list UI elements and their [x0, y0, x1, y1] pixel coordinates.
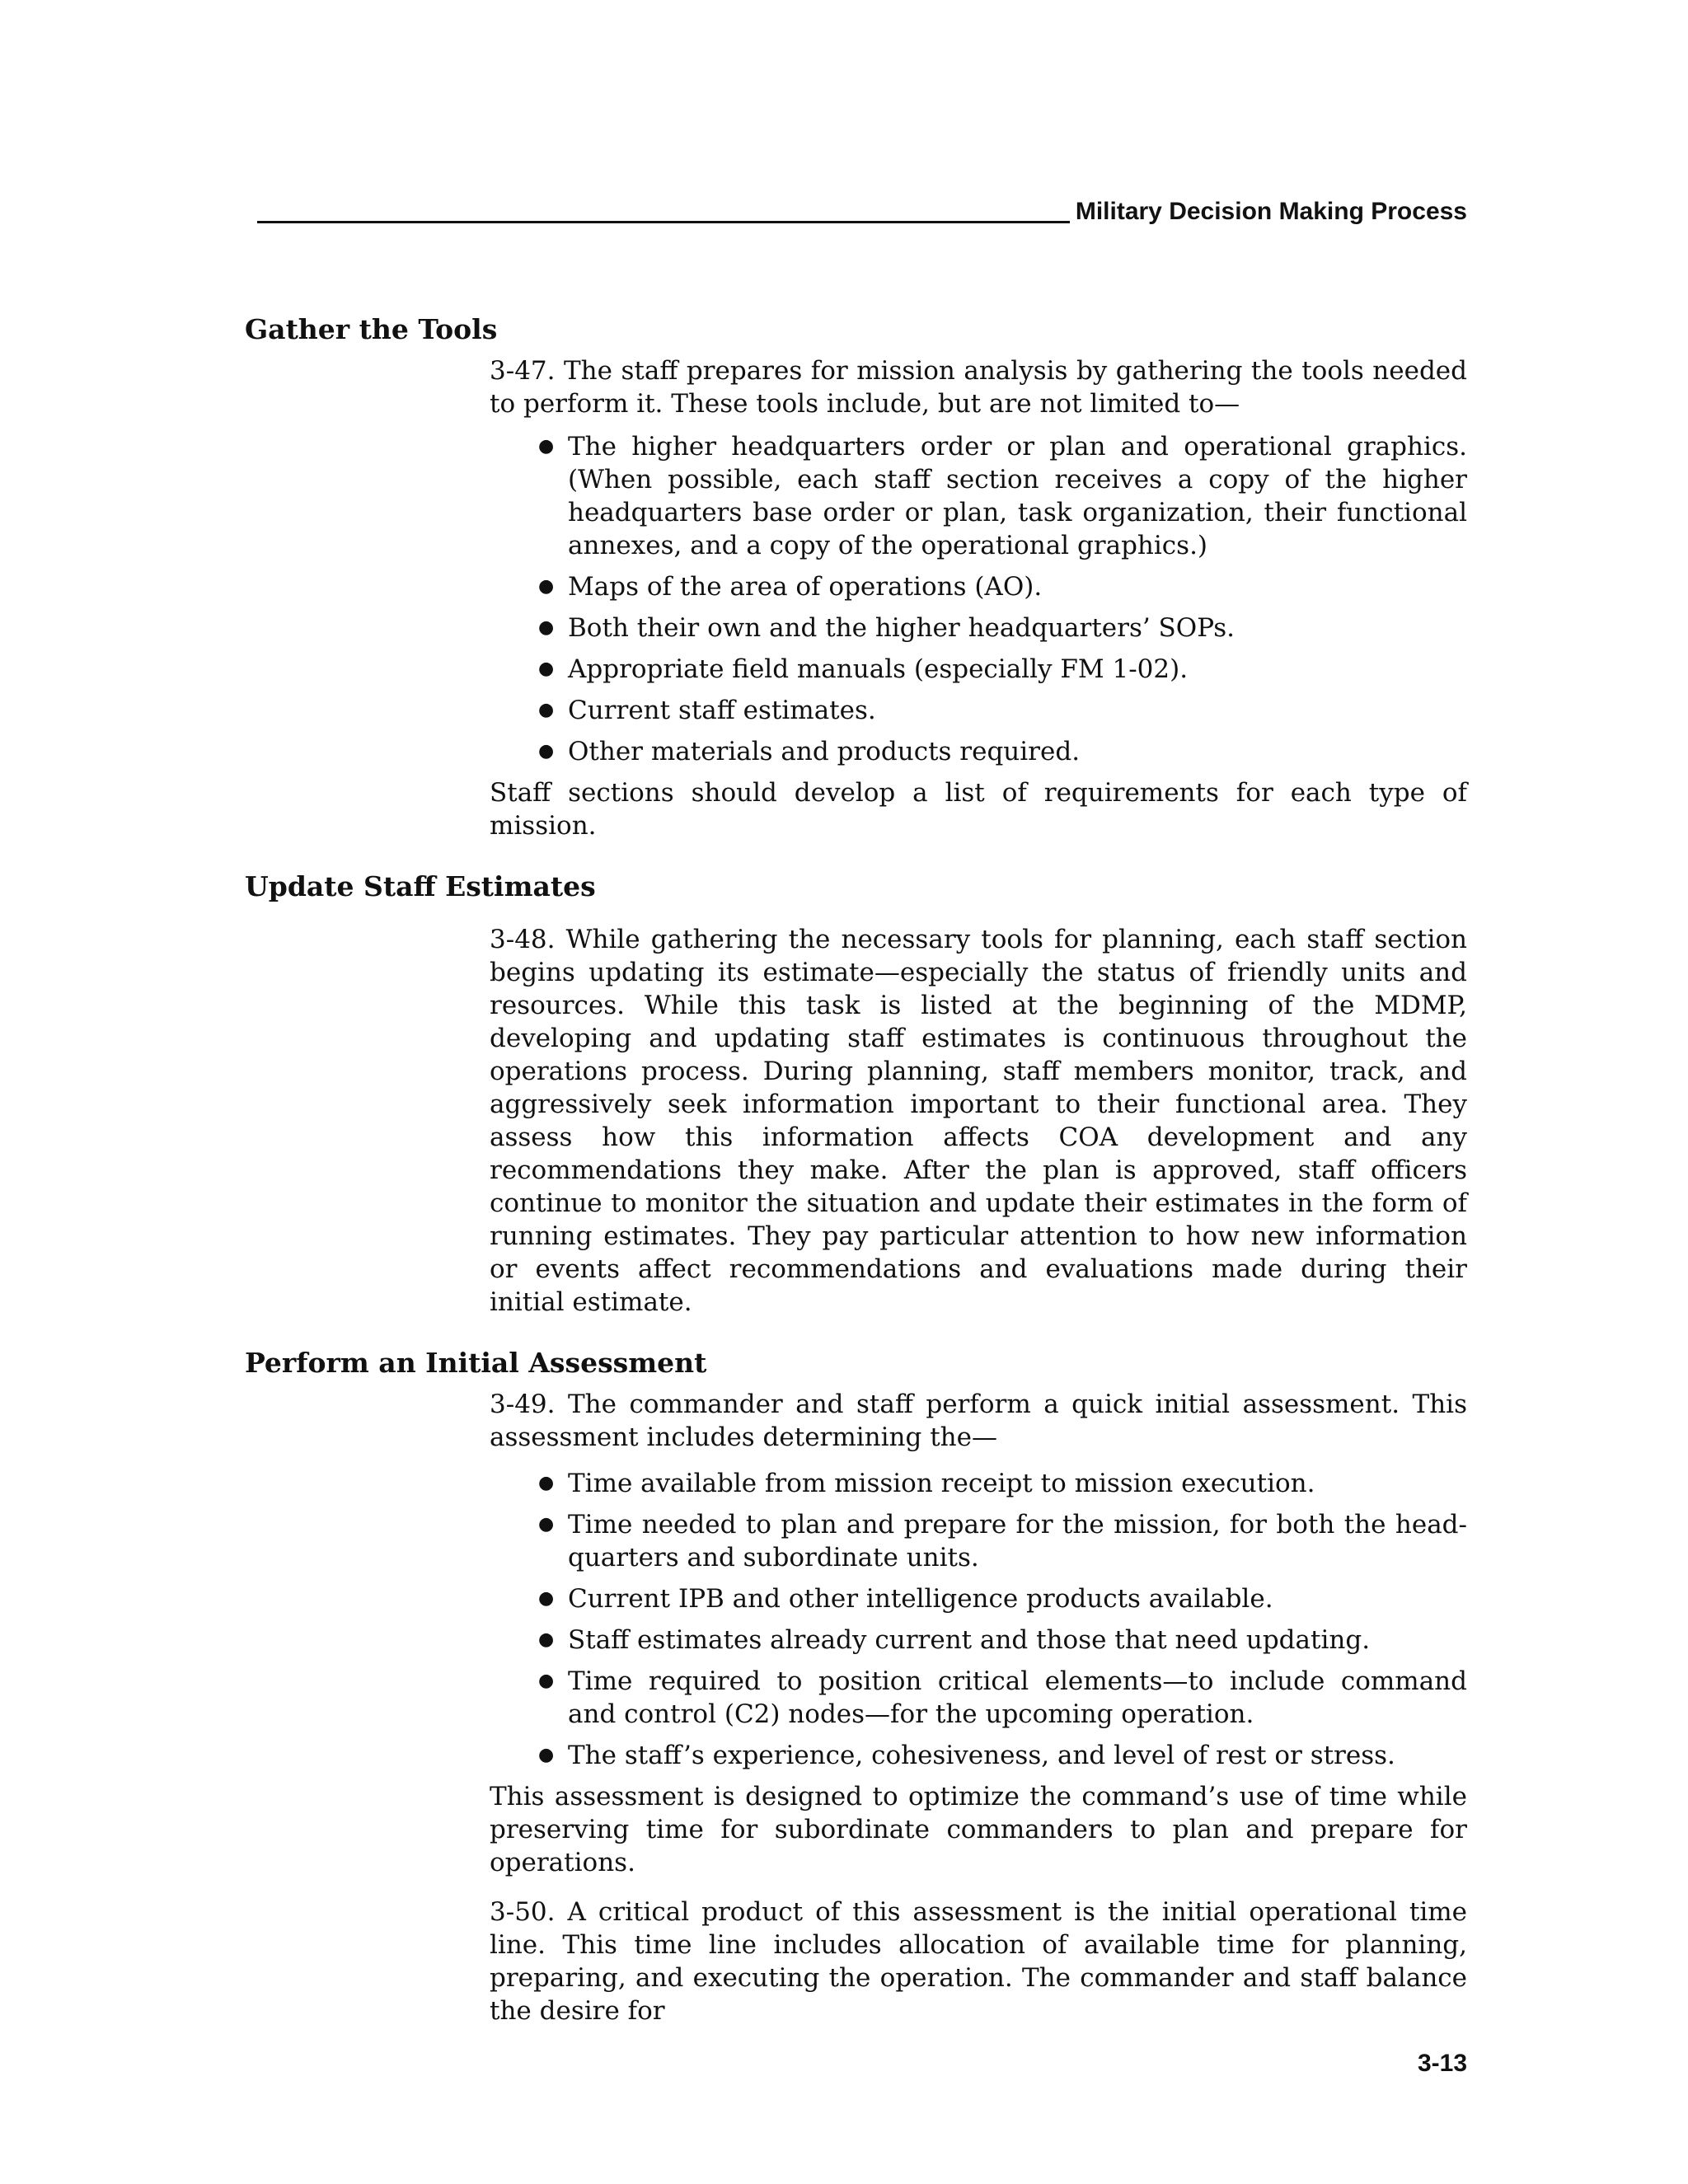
- initial-assessment-body: [490, 1388, 1467, 2027]
- bullet-icon: ●: [538, 1745, 555, 1765]
- bullet-icon: ●: [538, 658, 555, 679]
- list-item: ● Time needed to plan and prepare for the mission, for both the head-quarters and subordinate units.: [538, 1510, 1467, 1572]
- bullet-icon: ●: [538, 1629, 555, 1650]
- bullet-icon: ●: [538, 700, 555, 720]
- bullet-icon: ●: [538, 741, 555, 762]
- gather-tools-body: [490, 354, 1467, 842]
- update-estimates-body: [490, 923, 1467, 1319]
- bullet-icon: ●: [538, 436, 555, 457]
- list-item: ● Time available from mission receipt to mission execution.: [538, 1469, 1315, 1498]
- list-item: ● Time required to position critical elements—to include command and control (C2) nodes—for the upcoming operation.: [538, 1666, 1467, 1729]
- paragraph-3-48: 3-48. While gathering the necessary tools for planning, each staff section begins updating its estimate—especially the status of friendly units and resources. While this task is listed at the beginning of the MDMP, developing and updating staff estimates is continuous throughout the operations process. During planning, staff members monitor, track, and aggressively seek information important to their functional area. They assess how this information affects COA development and any recommendations they make. After the plan is approved, staff officers continue to monitor the situation and update their estimates in the form of running estimates. They pay particular attention to how new information or events affect recommendations and evaluations made during their initial estimate.: [490, 925, 1467, 1317]
- list-item: ● Staff estimates already current and those that need updating.: [538, 1625, 1371, 1655]
- running-head: Military Decision Making Process: [1075, 198, 1467, 225]
- list-item: ● Current IPB and other intelligence products available.: [538, 1584, 1273, 1614]
- gather-tools-list: [490, 430, 1467, 768]
- section-heading-gather-tools: Gather the Tools: [245, 313, 498, 345]
- gather-tools-closing: Staff sections should develop a list of requirements for each type of mission.: [490, 778, 1467, 841]
- bullet-icon: ●: [538, 1671, 555, 1691]
- bullet-icon: ●: [538, 1588, 555, 1609]
- page-number: 3-13: [1417, 2050, 1467, 2077]
- bullet-icon: ●: [538, 576, 555, 597]
- list-item: ● The staff’s experience, cohesiveness, and level of rest or stress.: [538, 1741, 1395, 1770]
- section-heading-initial-assessment: Perform an Initial Assessment: [245, 1347, 707, 1379]
- list-item: ● Appropriate field manuals (especially FM 1-02).: [538, 654, 1189, 684]
- bullet-icon: ●: [538, 1514, 555, 1535]
- list-item: ● The higher headquarters order or plan and operational graphics. (When possible, each staff section receives a copy of the higher headquarters base order or plan, task organization, their functional annexes, and a copy of the operational graphics.): [538, 432, 1467, 560]
- initial-assessment-closing: This assessment is designed to optimize the command’s use of time while preserving time for subordinate commanders to plan and prepare for operations.: [490, 1782, 1467, 1877]
- bullet-icon: ●: [538, 1473, 555, 1493]
- list-item: ● Maps of the area of operations (AO).: [538, 572, 1043, 602]
- list-item: ● Current staff estimates.: [538, 696, 876, 725]
- paragraph-3-49: 3-49. The commander and staff perform a quick initial assessment. This assessment includes determining the—: [490, 1390, 1467, 1452]
- list-item: ● Both their own and the higher headquarters’ SOPs.: [538, 613, 1235, 643]
- list-item: ● Other materials and products required.: [538, 737, 1081, 766]
- page-content: [245, 305, 1467, 2027]
- paragraph-3-47: 3-47. The staff prepares for mission analysis by gathering the tools needed to perform it. These tools include, but are not limited to—: [490, 356, 1467, 419]
- header-rule: [257, 221, 1070, 223]
- initial-assessment-list: [490, 1467, 1467, 1772]
- section-heading-update-estimates: Update Staff Estimates: [245, 870, 596, 902]
- bullet-icon: ●: [538, 617, 555, 638]
- paragraph-3-50: 3-50. A critical product of this assessment is the initial operational time line. This time line includes allocation of available time for planning, preparing, and executing the operation. The commander and staff balance the desire for: [490, 1897, 1467, 2026]
